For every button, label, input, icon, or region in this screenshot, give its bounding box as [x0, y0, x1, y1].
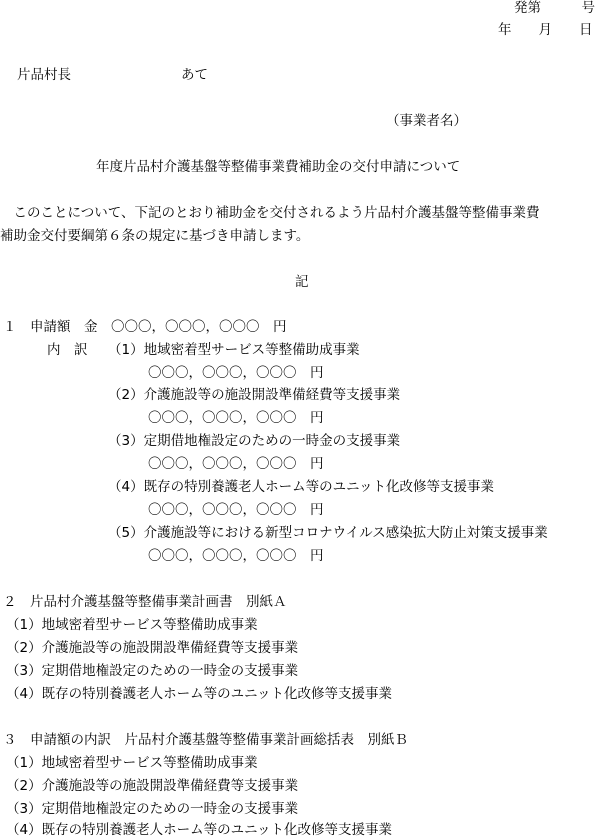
breakdown-item-amount: 〇〇〇，〇〇〇，〇〇〇 円: [148, 365, 324, 381]
breakdown-item-label: （3）定期借地権設定のための一時金の支援事業: [108, 433, 401, 449]
breakdown-item-amount: 〇〇〇，〇〇〇，〇〇〇 円: [148, 456, 324, 472]
section3-item: （2）介護施設等の施設開設準備経費等支援事業: [6, 778, 299, 794]
body-line-2: 補助金交付要綱第６条の規定に基づき申請します。: [0, 228, 310, 244]
breakdown-item-amount: 〇〇〇，〇〇〇，〇〇〇 円: [148, 410, 324, 426]
section2-heading: ２ 片品村介護基盤等整備事業計画書 別紙Ａ: [3, 594, 287, 610]
section3-item: （1）地域密着型サービス等整備助成事業: [6, 755, 258, 771]
breakdown-item-label: （4）既存の特別養護老人ホーム等のユニット化改修等支援事業: [108, 479, 495, 495]
section2-item: （2）介護施設等の施設開設準備経費等支援事業: [6, 640, 299, 656]
section3-item: （4）既存の特別養護老人ホーム等のユニット化改修等支援事業: [6, 822, 393, 838]
section2-item: （1）地域密着型サービス等整備助成事業: [6, 617, 258, 633]
section3-heading: ３ 申請額の内訳 片品村介護基盤等整備事業計画総括表 別紙Ｂ: [3, 732, 408, 748]
section2-item: （4）既存の特別養護老人ホーム等のユニット化改修等支援事業: [6, 686, 393, 702]
breakdown-item-label: （5）介護施設等における新型コロナウイルス感染拡大防止対策支援事業: [108, 525, 548, 541]
addressee-name: 片品村長: [17, 67, 71, 83]
breakdown-item-amount: 〇〇〇，〇〇〇，〇〇〇 円: [148, 548, 324, 564]
section3-item: （3）定期借地権設定のための一時金の支援事業: [6, 801, 299, 817]
ki-heading: 記: [295, 274, 309, 290]
breakdown-item-label: （1）地域密着型サービス等整備助成事業: [108, 342, 360, 358]
issue-number-label: 発第 号: [514, 0, 595, 16]
section1-heading: １ 申請額 金 〇〇〇，〇〇〇，〇〇〇 円: [3, 319, 287, 335]
applicant-name: （事業者名）: [386, 113, 467, 129]
breakdown-item-label: （2）介護施設等の施設開設準備経費等支援事業: [108, 387, 401, 403]
date-label: 年 月 日: [498, 22, 593, 38]
breakdown-label: 内 訳: [47, 342, 88, 358]
section2-item: （3）定期借地権設定のための一時金の支援事業: [6, 663, 299, 679]
body-line-1: このことについて、下記のとおり補助金を交付されるよう片品村介護基盤等整備事業費: [0, 205, 540, 221]
document-title: 年度片品村介護基盤等整備事業費補助金の交付申請について: [96, 159, 461, 175]
breakdown-item-amount: 〇〇〇，〇〇〇，〇〇〇 円: [148, 502, 324, 518]
addressee-suffix: あて: [181, 67, 208, 83]
